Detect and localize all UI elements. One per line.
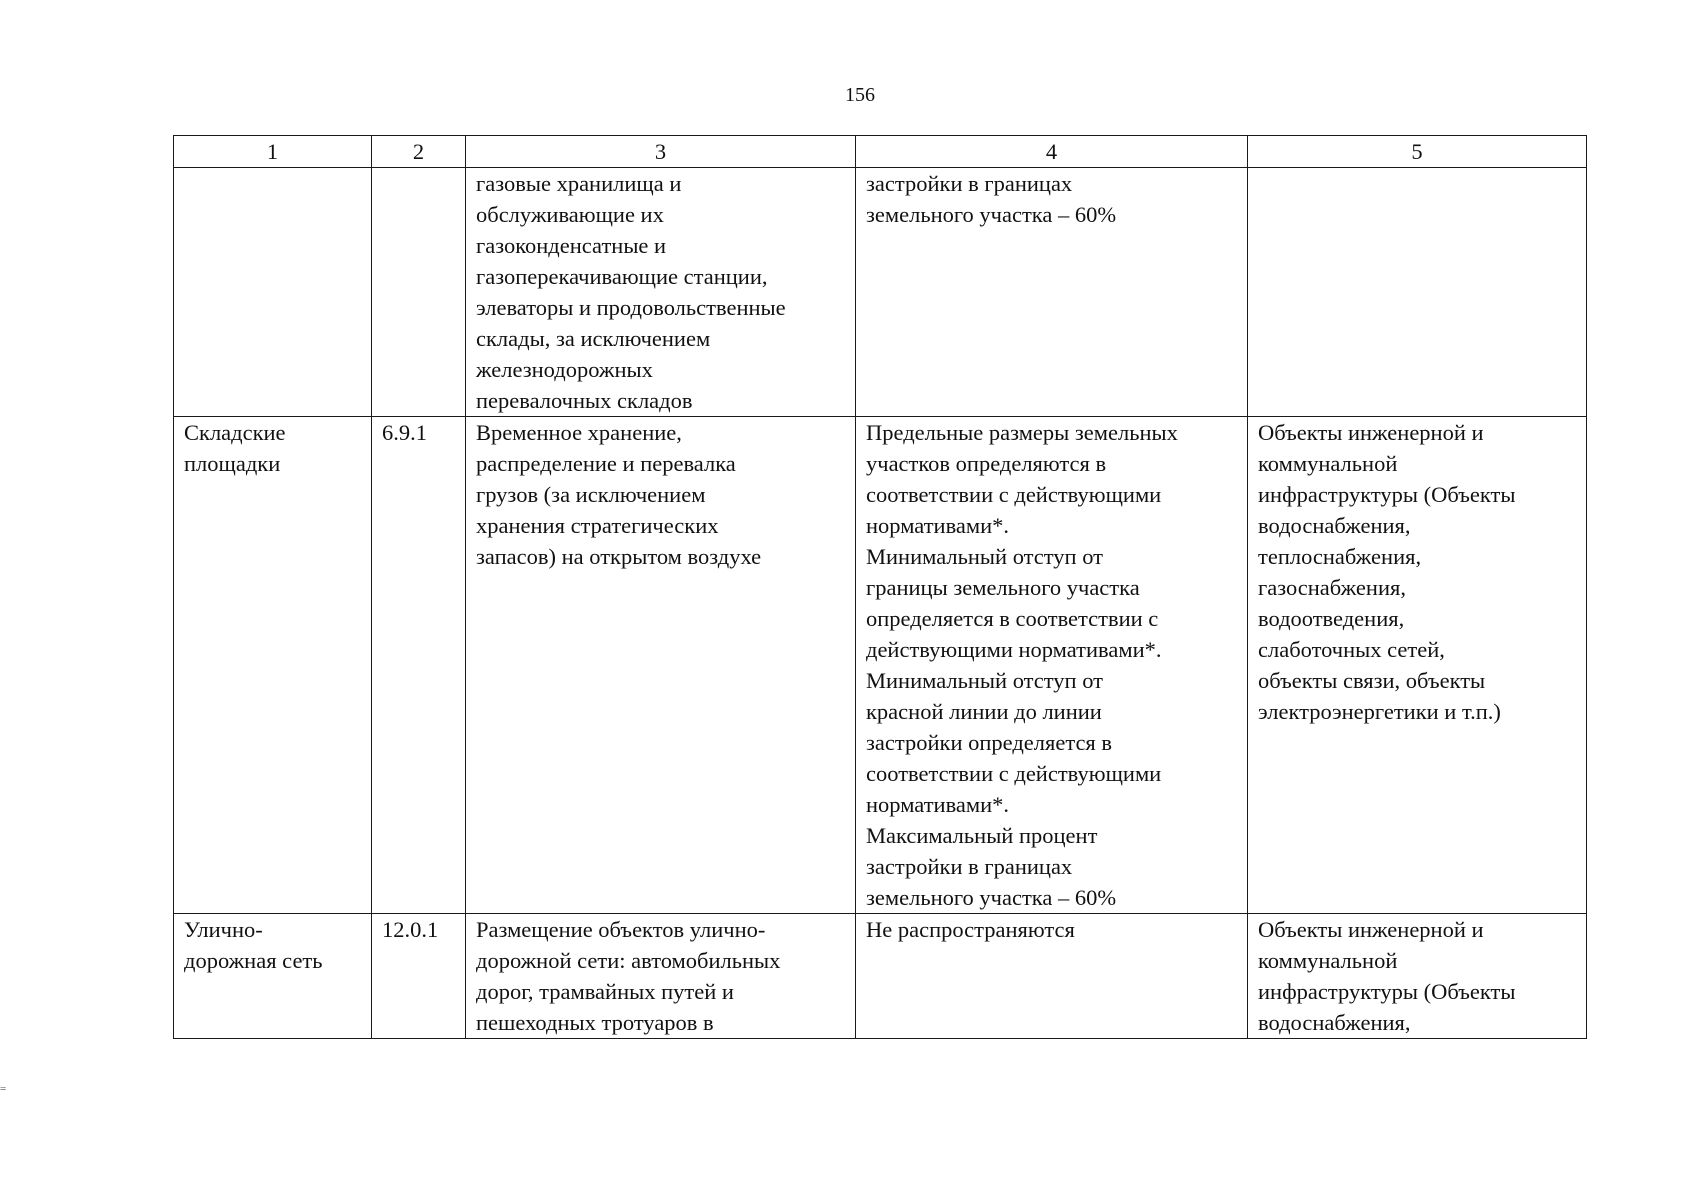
scan-margin-mark: = — [0, 1083, 7, 1095]
use-type-parameters: Не распространяются — [856, 914, 1248, 1039]
use-type-name: Складские площадки — [174, 417, 372, 914]
use-type-description: газовые хранилища и обслуживающие их газоконденсатные и газоперекачивающие станции, элеваторы и продовольственные склады, за исключением железнодорожных перевалочных складов — [466, 168, 856, 417]
use-type-objects — [1248, 168, 1587, 417]
header-col-2: 2 — [372, 136, 466, 168]
use-type-description: Временное хранение, распределение и перевалка грузов (за исключением хранения стратегических запасов) на открытом воздухе — [466, 417, 856, 914]
use-type-objects: Объекты инженерной и коммунальной инфраструктуры (Объекты водоснабжения, теплоснабжения, газоснабжения, водоотведения, слаботочных сетей, объекты связи, объекты электроэнергетики и т.п.) — [1248, 417, 1587, 914]
use-type-code: 12.0.1 — [372, 914, 466, 1039]
table-row — [174, 417, 1587, 914]
table-row — [174, 914, 1587, 1039]
use-type-code: 6.9.1 — [372, 417, 466, 914]
land-use-table — [173, 135, 1587, 1039]
header-col-5: 5 — [1248, 136, 1587, 168]
use-type-parameters: застройки в границах земельного участка – 60% — [856, 168, 1248, 417]
page-number: 156 — [845, 84, 875, 106]
use-type-objects: Объекты инженерной и коммунальной инфраструктуры (Объекты водоснабжения, — [1248, 914, 1587, 1039]
use-type-parameters: Предельные размеры земельных участков определяются в соответствии с действующими нормативами*. Минимальный отступ от границы земельного участка определяется в соответствии с действующими нормативами*. Минимальный отступ от красной линии до линии застройки определяется в соответствии с действующими нормативами*. Максимальный процент застройки в границах земельного участка – 60% — [856, 417, 1248, 914]
table-header-row — [174, 136, 1587, 168]
table-row — [174, 168, 1587, 417]
header-col-4: 4 — [856, 136, 1248, 168]
use-type-description: Размещение объектов улично- дорожной сети: автомобильных дорог, трамвайных путей и пешеходных тротуаров в — [466, 914, 856, 1039]
use-type-name: Улично- дорожная сеть — [174, 914, 372, 1039]
header-col-3: 3 — [466, 136, 856, 168]
use-type-code — [372, 168, 466, 417]
use-type-name — [174, 168, 372, 417]
header-col-1: 1 — [174, 136, 372, 168]
